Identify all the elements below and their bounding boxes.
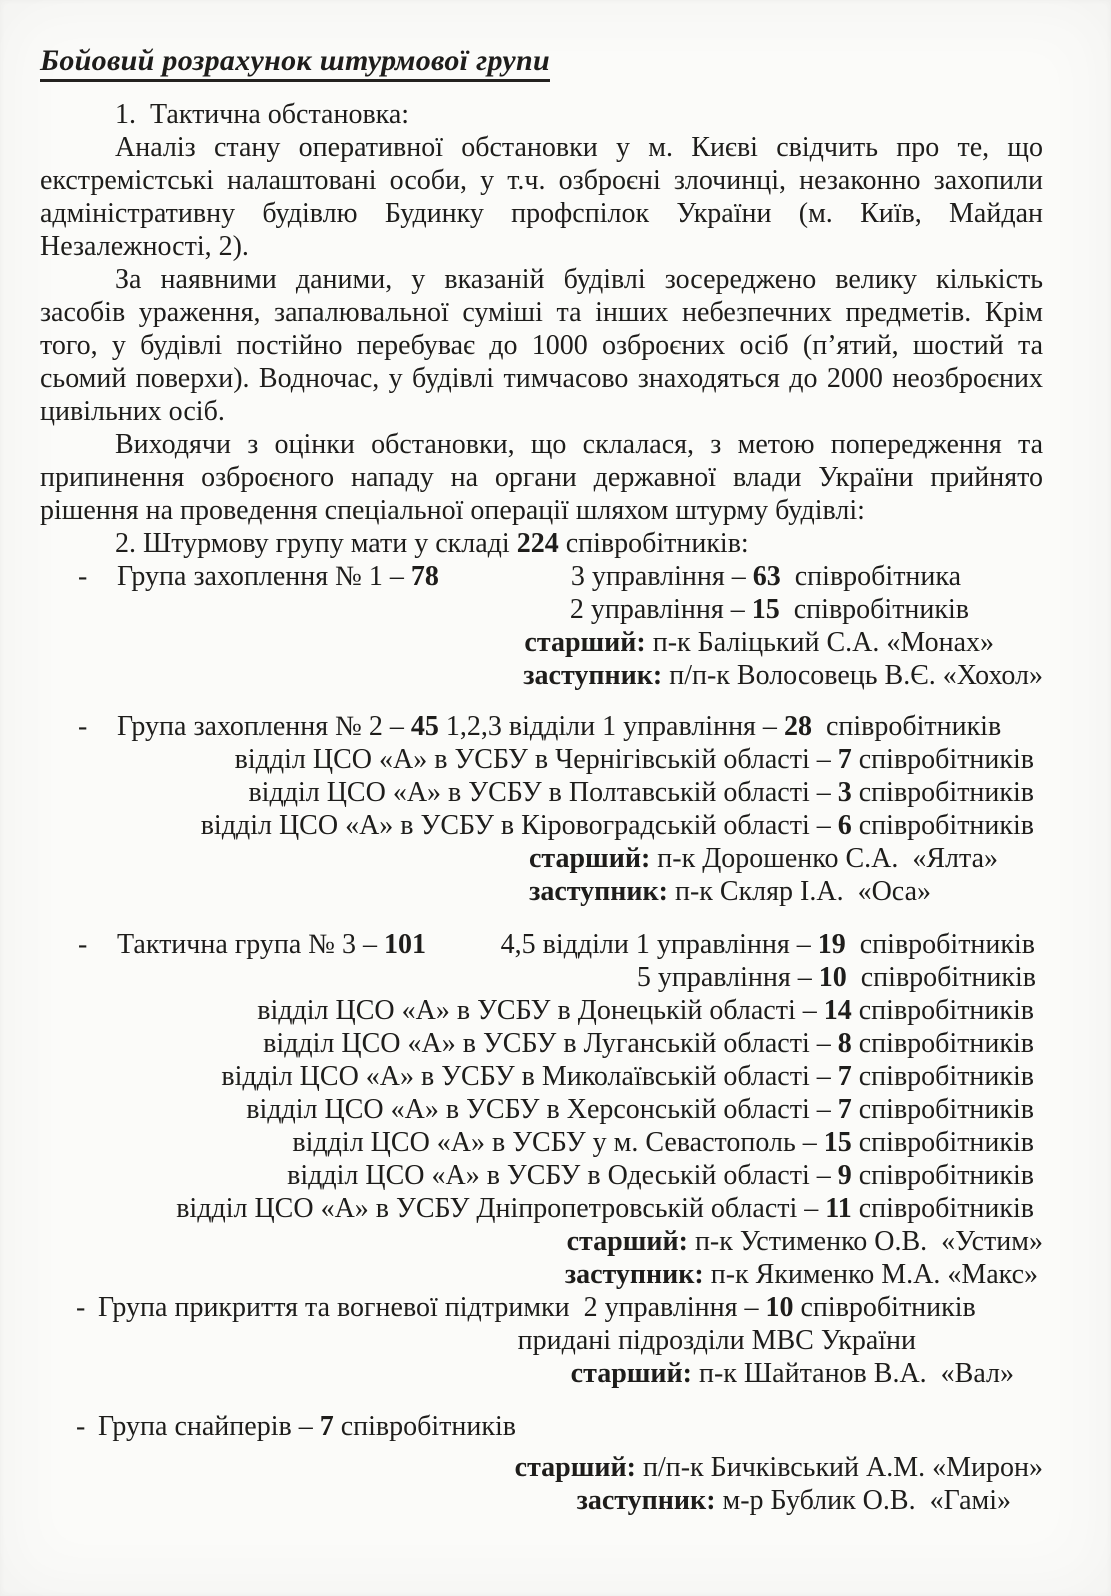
group-3-unit-5: 5 управління – 10 співробітників [636,962,1036,993]
paragraph-2 [40,263,1043,428]
document-title: Бойовий розрахунок штурмової групи [40,44,550,82]
paragraph-line: цивільних осіб. [40,396,225,427]
group-3-deputy: заступник: п-к Якименко М.А. «Макс» [564,1259,1038,1290]
group-1-unit-3: 3 управління – 63 співробітника [570,561,961,592]
paragraph-line: Незалежності, 2). [40,231,249,262]
group-2-deputy: заступник: п-к Скляр І.А. «Оса» [529,876,931,907]
group-3-units-45: 4,5 відділи 1 управління – 19 співробітників [500,929,1035,960]
group-3-name: Тактична група № 3 – 101 [117,929,427,960]
group-3-luhansk: відділ ЦСО «А» в УСБУ в Луганській області – 8 співробітників [263,1028,1034,1059]
group-5-deputy: заступник: м-р Бублик О.В. «Гамі» [576,1485,1011,1516]
group-5-name: Група снайперів – 7 співробітників [98,1411,516,1442]
paragraph-line: сьомий поверхи). Водночас, у будівлі тимчасово знаходяться до 2000 неозброєних [40,363,1043,394]
paragraph-line: За наявними даними, у вказаній будівлі зосереджено велику кількість [115,264,1043,295]
group-2-heading-line [40,710,1043,743]
sniper-group [40,1410,1043,1517]
group-1-unit-2: 2 управління – 15 співробітників [569,594,969,625]
paragraph-line: припинення озброєного нападу на органи державної влади України прийнято [40,462,1043,493]
group-3-senior: старший: п-к Устименко О.В. «Устим» [566,1226,1043,1257]
group-3-sevastopol: відділ ЦСО «А» в УСБУ у м. Севастополь – 15 співробітників [292,1127,1034,1158]
dash-bullet: - [78,561,88,592]
dash-bullet: - [76,1292,86,1323]
cover-fire-support-group [40,1291,1043,1390]
paragraph-line: рішення на проведення спеціальної операції шляхом штурму будівлі: [40,495,865,526]
group-3-donetsk: відділ ЦСО «А» в УСБУ в Донецькій області – 14 співробітників [257,995,1034,1026]
group-4-name: Група прикриття та вогневої підтримки 2 управління – 10 співробітників [98,1292,976,1323]
group-4-heading-line [40,1291,1043,1324]
group-1-senior: старший: п-к Баліцький С.А. «Монах» [524,627,994,658]
group-3-kherson: відділ ЦСО «А» в УСБУ в Херсонській області – 7 співробітників [246,1094,1034,1125]
paragraph-line: екстремістські налаштовані особи, у т.ч. озброєні злочинці, незаконно захопили [40,165,1043,196]
group-1-name: Група захоплення № 1 – 78 [117,561,439,592]
group-5-senior: старший: п/п-к Бичківський А.М. «Мирон» [514,1452,1043,1483]
paragraph-3 [40,428,1043,527]
group-1-deputy: заступник: п/п-к Волосовець В.Є. «Хохол» [523,660,1043,691]
group-2-poltava: відділ ЦСО «А» в УСБУ в Полтавській області – 3 співробітників [248,777,1034,808]
group-2-chernihiv: відділ ЦСО «А» в УСБУ в Чернігівській області – 7 співробітників [234,744,1034,775]
group-3-mykolaiv: відділ ЦСО «А» в УСБУ в Миколаївській області – 7 співробітників [221,1061,1034,1092]
group-capture-1 [40,560,1043,692]
group-5-heading-line [40,1410,1043,1443]
group-2-kirovohrad: відділ ЦСО «А» в УСБУ в Кіровоградській області – 6 співробітників [200,810,1034,841]
group-4-mvs-units: придані підрозділи МВС України [517,1325,916,1356]
group-2-senior: старший: п-к Дорошенко С.А. «Ялта» [528,843,998,874]
paragraph-line: Аналіз стану оперативної обстановки у м. Києві свідчить про те, що [115,132,1043,163]
group-3-heading-line [40,928,1043,961]
dash-bullet: - [78,929,88,960]
paragraph-1 [40,131,1043,263]
group-2-name: Група захоплення № 2 – 45 1,2,3 відділи 1 управління – 28 співробітників [117,711,1002,742]
dash-bullet: - [76,1411,86,1442]
section-2-heading: 2. Штурмову групу мати у складі 224 співробітників: [115,528,749,559]
group-capture-2 [40,710,1043,908]
paragraph-line: Виходячи з оцінки обстановки, що склалася, з метою попередження та [115,429,1043,460]
paragraph-line: засобів ураження, запалювальної суміші та інших небезпечних предметів. Крім [40,297,1043,328]
paragraph-line: адміністративну будівлю Будинку профспілок України (м. Київ, Майдан [40,198,1043,229]
group-4-senior: старший: п-к Шайтанов В.А. «Вал» [570,1358,1014,1389]
section-1-heading: 1. Тактична обстановка: [115,99,410,130]
group-3-dnipro: відділ ЦСО «А» в УСБУ Дніпропетровській області – 11 співробітників [176,1193,1034,1224]
dash-bullet: - [78,711,88,742]
group-3-odesa: відділ ЦСО «А» в УСБУ в Одеській області – 9 співробітників [287,1160,1034,1191]
paragraph-line: того, у будівлі постійно перебуває до 1000 озброєних осіб (п’ятий, шостий та [40,330,1043,361]
group-1-heading-line [40,560,1043,593]
tactical-group-3 [40,928,1043,1291]
